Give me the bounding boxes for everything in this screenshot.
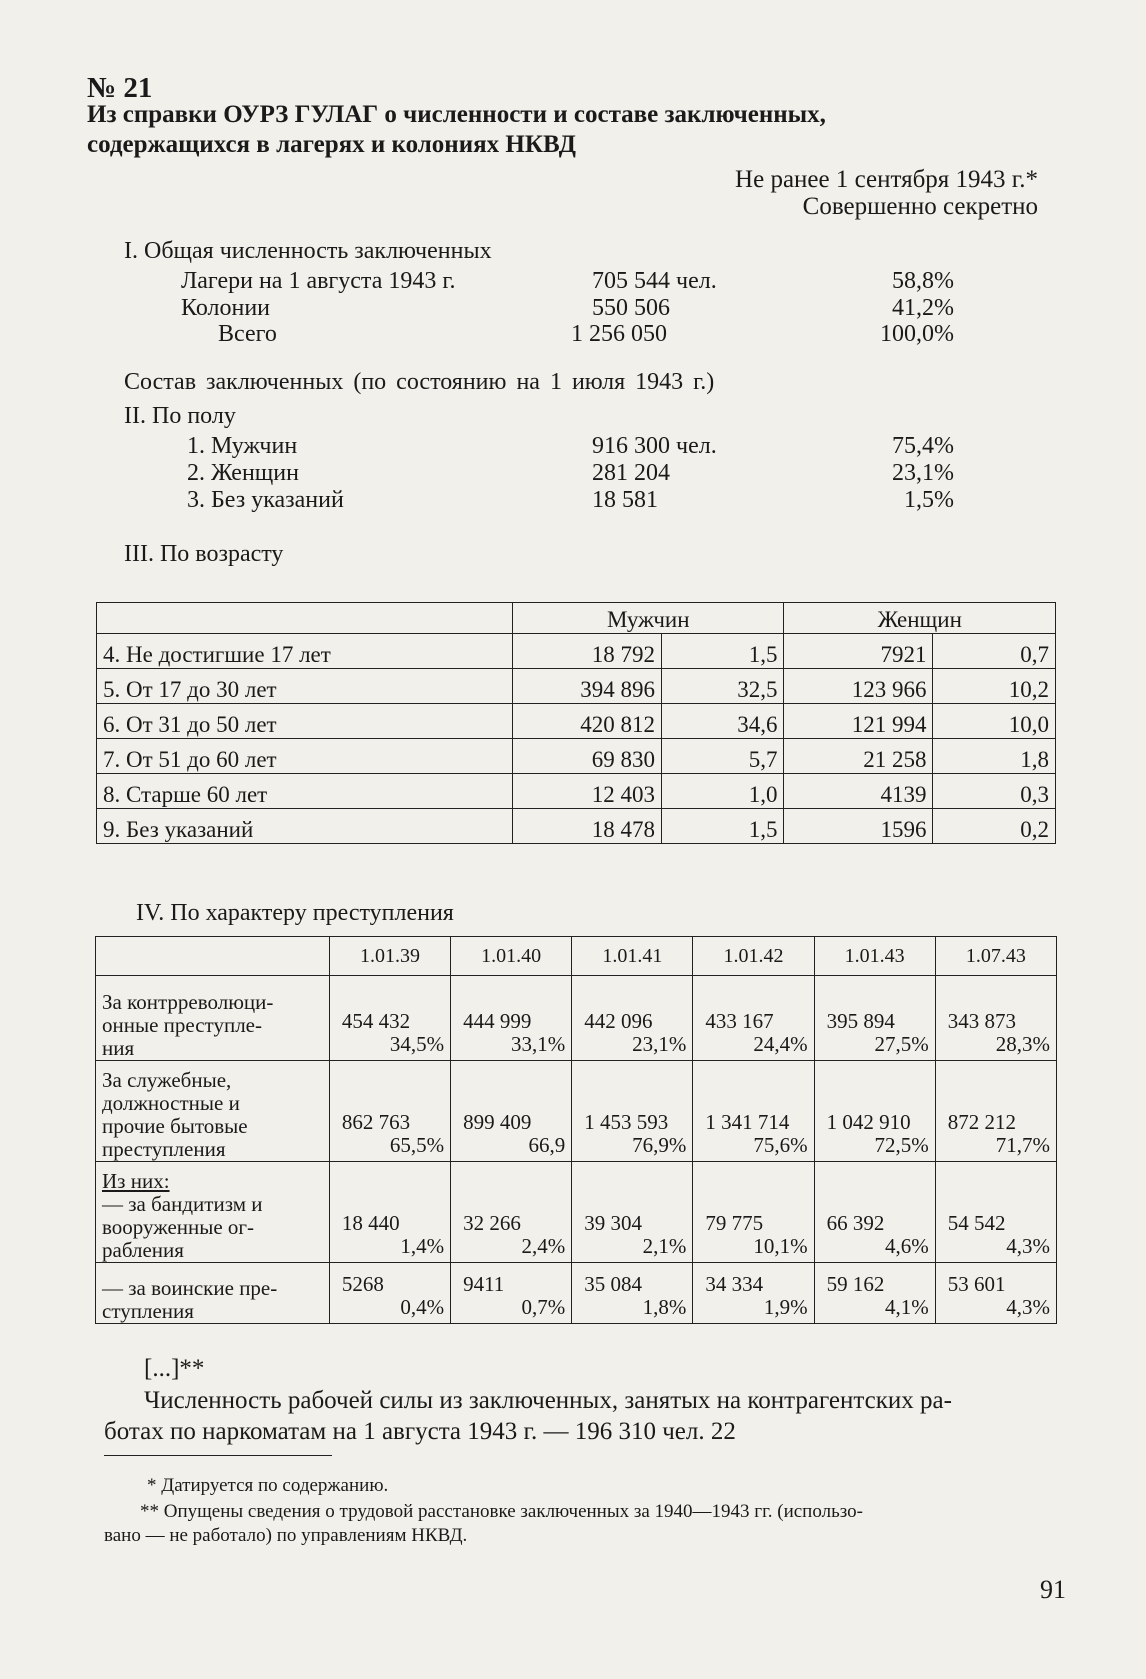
crime-cell bbox=[814, 1061, 935, 1162]
age-women-count: 121 994 bbox=[784, 704, 933, 739]
age-men-count: 394 896 bbox=[513, 669, 662, 704]
cell-pct: 23,1% bbox=[632, 1032, 687, 1056]
crime-date-header: 1.01.40 bbox=[451, 937, 572, 976]
cell-pct: 24,4% bbox=[753, 1032, 808, 1056]
omission-mark: [...]** bbox=[144, 1355, 205, 1382]
table-row bbox=[96, 1061, 1057, 1162]
page-number: 91 bbox=[1040, 1575, 1066, 1604]
crime-cell bbox=[329, 976, 450, 1061]
crime-cell bbox=[935, 1263, 1056, 1324]
composition-title: Состав заключенных (по состоянию на 1 июля 1943 г.) bbox=[124, 369, 715, 395]
cell-pct: 4,1% bbox=[885, 1295, 929, 1319]
crime-table-corner bbox=[96, 937, 330, 976]
crime-cell bbox=[935, 1162, 1056, 1263]
section-1-row-pct: 58,8% bbox=[892, 268, 954, 294]
classification-label: Совершенно секретно bbox=[802, 193, 1038, 220]
document-title bbox=[87, 100, 826, 160]
crime-row-label bbox=[96, 1162, 330, 1263]
label-line: преступления bbox=[102, 1137, 226, 1161]
label-line: прочие бытовые bbox=[102, 1114, 248, 1138]
cell-pct: 66,9 bbox=[528, 1133, 566, 1157]
age-men-pct: 1,0 bbox=[662, 774, 784, 809]
age-row-label: 4. Не достигшие 17 лет bbox=[97, 634, 513, 669]
crime-cell bbox=[572, 976, 693, 1061]
cell-pct: 72,5% bbox=[874, 1133, 929, 1157]
age-men-pct: 1,5 bbox=[662, 634, 784, 669]
label-line: За служебные, bbox=[102, 1068, 232, 1092]
table-row bbox=[97, 634, 1056, 669]
age-men-pct: 1,5 bbox=[662, 809, 784, 844]
cell-pct: 2,4% bbox=[521, 1234, 566, 1258]
age-women-count: 123 966 bbox=[784, 669, 933, 704]
crime-row-label bbox=[96, 1061, 330, 1162]
crime-cell bbox=[451, 1162, 572, 1263]
section-2-row-pct: 23,1% bbox=[892, 460, 954, 486]
cell-count: 39 304 bbox=[584, 1211, 642, 1235]
table-row bbox=[97, 809, 1056, 844]
cell-pct: 33,1% bbox=[511, 1032, 566, 1056]
section-3-title: III. По возрасту bbox=[124, 541, 284, 567]
age-men-count: 420 812 bbox=[513, 704, 662, 739]
crime-date-header: 1.01.42 bbox=[693, 937, 814, 976]
label-line: ступления bbox=[102, 1299, 194, 1323]
crime-cell bbox=[572, 1263, 693, 1324]
cell-count: 54 542 bbox=[947, 1211, 1006, 1235]
table-row bbox=[96, 1162, 1057, 1263]
section-2-row-pct: 75,4% bbox=[892, 433, 954, 459]
table-row bbox=[96, 976, 1057, 1061]
cell-count: 35 084 bbox=[584, 1272, 642, 1296]
crime-cell bbox=[329, 1061, 450, 1162]
age-row-label: 7. От 51 до 60 лет bbox=[97, 739, 513, 774]
age-women-count: 1596 bbox=[784, 809, 933, 844]
age-table bbox=[96, 602, 1056, 844]
cell-count: 5268 bbox=[341, 1272, 384, 1296]
crime-cell bbox=[693, 1061, 814, 1162]
labor-force-line-1: Численность рабочей силы из заключенных, занятых на контрагентских ра- bbox=[144, 1387, 952, 1414]
age-table-header bbox=[97, 603, 1056, 634]
cell-count: 1 042 910 bbox=[826, 1110, 911, 1134]
age-men-count: 12 403 bbox=[513, 774, 662, 809]
crime-row-label bbox=[96, 1263, 330, 1324]
cell-count: 395 894 bbox=[826, 1009, 895, 1033]
section-1-row-pct: 100,0% bbox=[880, 321, 954, 347]
crime-cell bbox=[814, 1263, 935, 1324]
crime-cell bbox=[451, 1263, 572, 1324]
document-date: Не ранее 1 сентября 1943 г.* bbox=[735, 166, 1038, 193]
crime-cell bbox=[693, 976, 814, 1061]
cell-count: 442 096 bbox=[584, 1009, 653, 1033]
cell-count: 32 266 bbox=[463, 1211, 521, 1235]
labor-force-line-2: ботах по наркоматам на 1 августа 1943 г. — 196 310 чел. 22 bbox=[104, 1418, 736, 1445]
label-line: онные преступле- bbox=[102, 1013, 262, 1037]
cell-pct: 27,5% bbox=[874, 1032, 929, 1056]
title-line-1: Из справки ОУРЗ ГУЛАГ о численности и составе заключенных, bbox=[87, 101, 826, 128]
crime-cell bbox=[572, 1162, 693, 1263]
cell-count: 59 162 bbox=[826, 1272, 885, 1296]
label-line: должностные и bbox=[102, 1091, 240, 1115]
cell-count: 862 763 bbox=[341, 1110, 411, 1134]
cell-pct: 1,9% bbox=[763, 1295, 808, 1319]
cell-pct: 10,1% bbox=[753, 1234, 808, 1258]
table-row bbox=[97, 704, 1056, 739]
footnote-2-line-1: ** Опущены сведения о трудовой расстановке заключенных за 1940—1943 гг. (использо- bbox=[140, 1501, 863, 1522]
age-women-count: 21 258 bbox=[784, 739, 933, 774]
cell-count: 343 873 bbox=[947, 1009, 1017, 1033]
section-2-row-label: 1. Мужчин bbox=[187, 433, 298, 459]
footnote-1: * Датируется по содержанию. bbox=[147, 1475, 389, 1496]
cell-count: 444 999 bbox=[463, 1009, 532, 1033]
cell-count: 18 440 bbox=[341, 1211, 400, 1235]
crime-cell bbox=[451, 976, 572, 1061]
label-line: — за бандитизм и bbox=[102, 1192, 263, 1216]
label-line: вооруженные ог- bbox=[102, 1215, 255, 1239]
age-women-count: 7921 bbox=[784, 634, 933, 669]
footnote-divider bbox=[104, 1455, 332, 1456]
crime-cell bbox=[935, 1061, 1056, 1162]
cell-count: 34 334 bbox=[705, 1272, 764, 1296]
age-table-corner bbox=[97, 603, 513, 634]
section-1-row-pct: 41,2% bbox=[892, 295, 954, 321]
section-2-row-label: 3. Без указаний bbox=[187, 487, 344, 513]
age-col-women: Женщин bbox=[784, 603, 1056, 634]
footnote-2-line-2: вано — не работало) по управлениям НКВД. bbox=[104, 1525, 468, 1546]
cell-pct: 76,9% bbox=[632, 1133, 687, 1157]
section-1-title: I. Общая численность заключенных bbox=[124, 238, 492, 264]
cell-count: 53 601 bbox=[947, 1272, 1006, 1296]
age-men-count: 18 792 bbox=[513, 634, 662, 669]
section-1-row-label: Всего bbox=[218, 321, 277, 347]
cell-count: 9411 bbox=[463, 1272, 505, 1296]
cell-count: 454 432 bbox=[341, 1009, 411, 1033]
crime-row-label bbox=[96, 976, 330, 1061]
section-1-row-label: Лагери на 1 августа 1943 г. bbox=[181, 268, 456, 294]
crime-cell bbox=[329, 1162, 450, 1263]
cell-count: 1 341 714 bbox=[705, 1110, 790, 1134]
label-line: — за воинские пре- bbox=[102, 1276, 278, 1300]
section-2-row-label: 2. Женщин bbox=[187, 460, 299, 486]
age-women-pct: 0,3 bbox=[933, 774, 1056, 809]
crime-cell bbox=[693, 1162, 814, 1263]
crime-cell bbox=[935, 976, 1056, 1061]
crime-date-header: 1.07.43 bbox=[935, 937, 1056, 976]
age-men-pct: 5,7 bbox=[662, 739, 784, 774]
cell-count: 433 167 bbox=[705, 1009, 774, 1033]
cell-count: 79 775 bbox=[705, 1211, 764, 1235]
label-head: Из них: bbox=[102, 1169, 170, 1193]
cell-pct: 65,5% bbox=[389, 1133, 445, 1157]
age-col-men: Мужчин bbox=[513, 603, 784, 634]
age-women-pct: 10,2 bbox=[933, 669, 1056, 704]
age-women-pct: 10,0 bbox=[933, 704, 1056, 739]
table-row bbox=[97, 774, 1056, 809]
cell-count: 899 409 bbox=[463, 1110, 532, 1134]
section-1-row-value: 550 506 bbox=[592, 295, 670, 321]
cell-pct: 1,4% bbox=[400, 1234, 445, 1258]
cell-pct: 71,7% bbox=[995, 1133, 1050, 1157]
cell-pct: 75,6% bbox=[753, 1133, 808, 1157]
crime-cell bbox=[814, 1162, 935, 1263]
age-men-count: 18 478 bbox=[513, 809, 662, 844]
title-line-2: содержащихся в лагерях и колониях НКВД bbox=[87, 131, 576, 158]
crime-date-header: 1.01.43 bbox=[814, 937, 935, 976]
age-men-pct: 32,5 bbox=[662, 669, 784, 704]
cell-count: 66 392 bbox=[826, 1211, 885, 1235]
crime-table bbox=[95, 936, 1057, 1324]
crime-cell bbox=[572, 1061, 693, 1162]
cell-count: 1 453 593 bbox=[584, 1110, 669, 1134]
label-line: За контрреволюци- bbox=[102, 990, 274, 1014]
age-row-label: 8. Старше 60 лет bbox=[97, 774, 513, 809]
crime-cell bbox=[814, 976, 935, 1061]
age-women-pct: 0,2 bbox=[933, 809, 1056, 844]
crime-cell bbox=[693, 1263, 814, 1324]
section-2-row-value: 916 300 чел. bbox=[592, 433, 717, 459]
section-2-title: II. По полу bbox=[124, 403, 236, 429]
section-2-row-pct: 1,5% bbox=[904, 487, 954, 513]
age-row-label: 5. От 17 до 30 лет bbox=[97, 669, 513, 704]
age-women-pct: 1,8 bbox=[933, 739, 1056, 774]
age-women-pct: 0,7 bbox=[933, 634, 1056, 669]
document-number: № 21 bbox=[87, 72, 153, 104]
age-row-label: 9. Без указаний bbox=[97, 809, 513, 844]
cell-pct: 4,3% bbox=[1006, 1234, 1050, 1258]
cell-pct: 28,3% bbox=[995, 1032, 1050, 1056]
section-1-row-label: Колонии bbox=[181, 295, 271, 321]
cell-pct: 4,6% bbox=[885, 1234, 929, 1258]
table-row bbox=[97, 739, 1056, 774]
crime-cell bbox=[451, 1061, 572, 1162]
label-line: ния bbox=[102, 1036, 135, 1060]
cell-pct: 1,8% bbox=[642, 1295, 687, 1319]
label-line: рабления bbox=[102, 1238, 184, 1262]
age-row-label: 6. От 31 до 50 лет bbox=[97, 704, 513, 739]
section-2-row-value: 18 581 bbox=[592, 487, 658, 513]
table-row bbox=[97, 669, 1056, 704]
age-women-count: 4139 bbox=[784, 774, 933, 809]
section-2-row-value: 281 204 bbox=[592, 460, 670, 486]
cell-pct: 0,4% bbox=[400, 1295, 445, 1319]
table-row bbox=[96, 1263, 1057, 1324]
cell-pct: 4,3% bbox=[1006, 1295, 1050, 1319]
cell-pct: 34,5% bbox=[389, 1032, 445, 1056]
section-4-title: IV. По характеру преступления bbox=[136, 900, 454, 926]
cell-pct: 0,7% bbox=[521, 1295, 566, 1319]
crime-cell bbox=[329, 1263, 450, 1324]
cell-pct: 2,1% bbox=[642, 1234, 687, 1258]
cell-count: 872 212 bbox=[947, 1110, 1017, 1134]
crime-date-header: 1.01.41 bbox=[572, 937, 693, 976]
crime-table-header bbox=[96, 937, 1057, 976]
section-1-row-value: 705 544 чел. bbox=[592, 268, 717, 294]
age-men-count: 69 830 bbox=[513, 739, 662, 774]
age-men-pct: 34,6 bbox=[662, 704, 784, 739]
crime-date-header: 1.01.39 bbox=[329, 937, 450, 976]
section-1-row-value: 1 256 050 bbox=[571, 321, 667, 347]
